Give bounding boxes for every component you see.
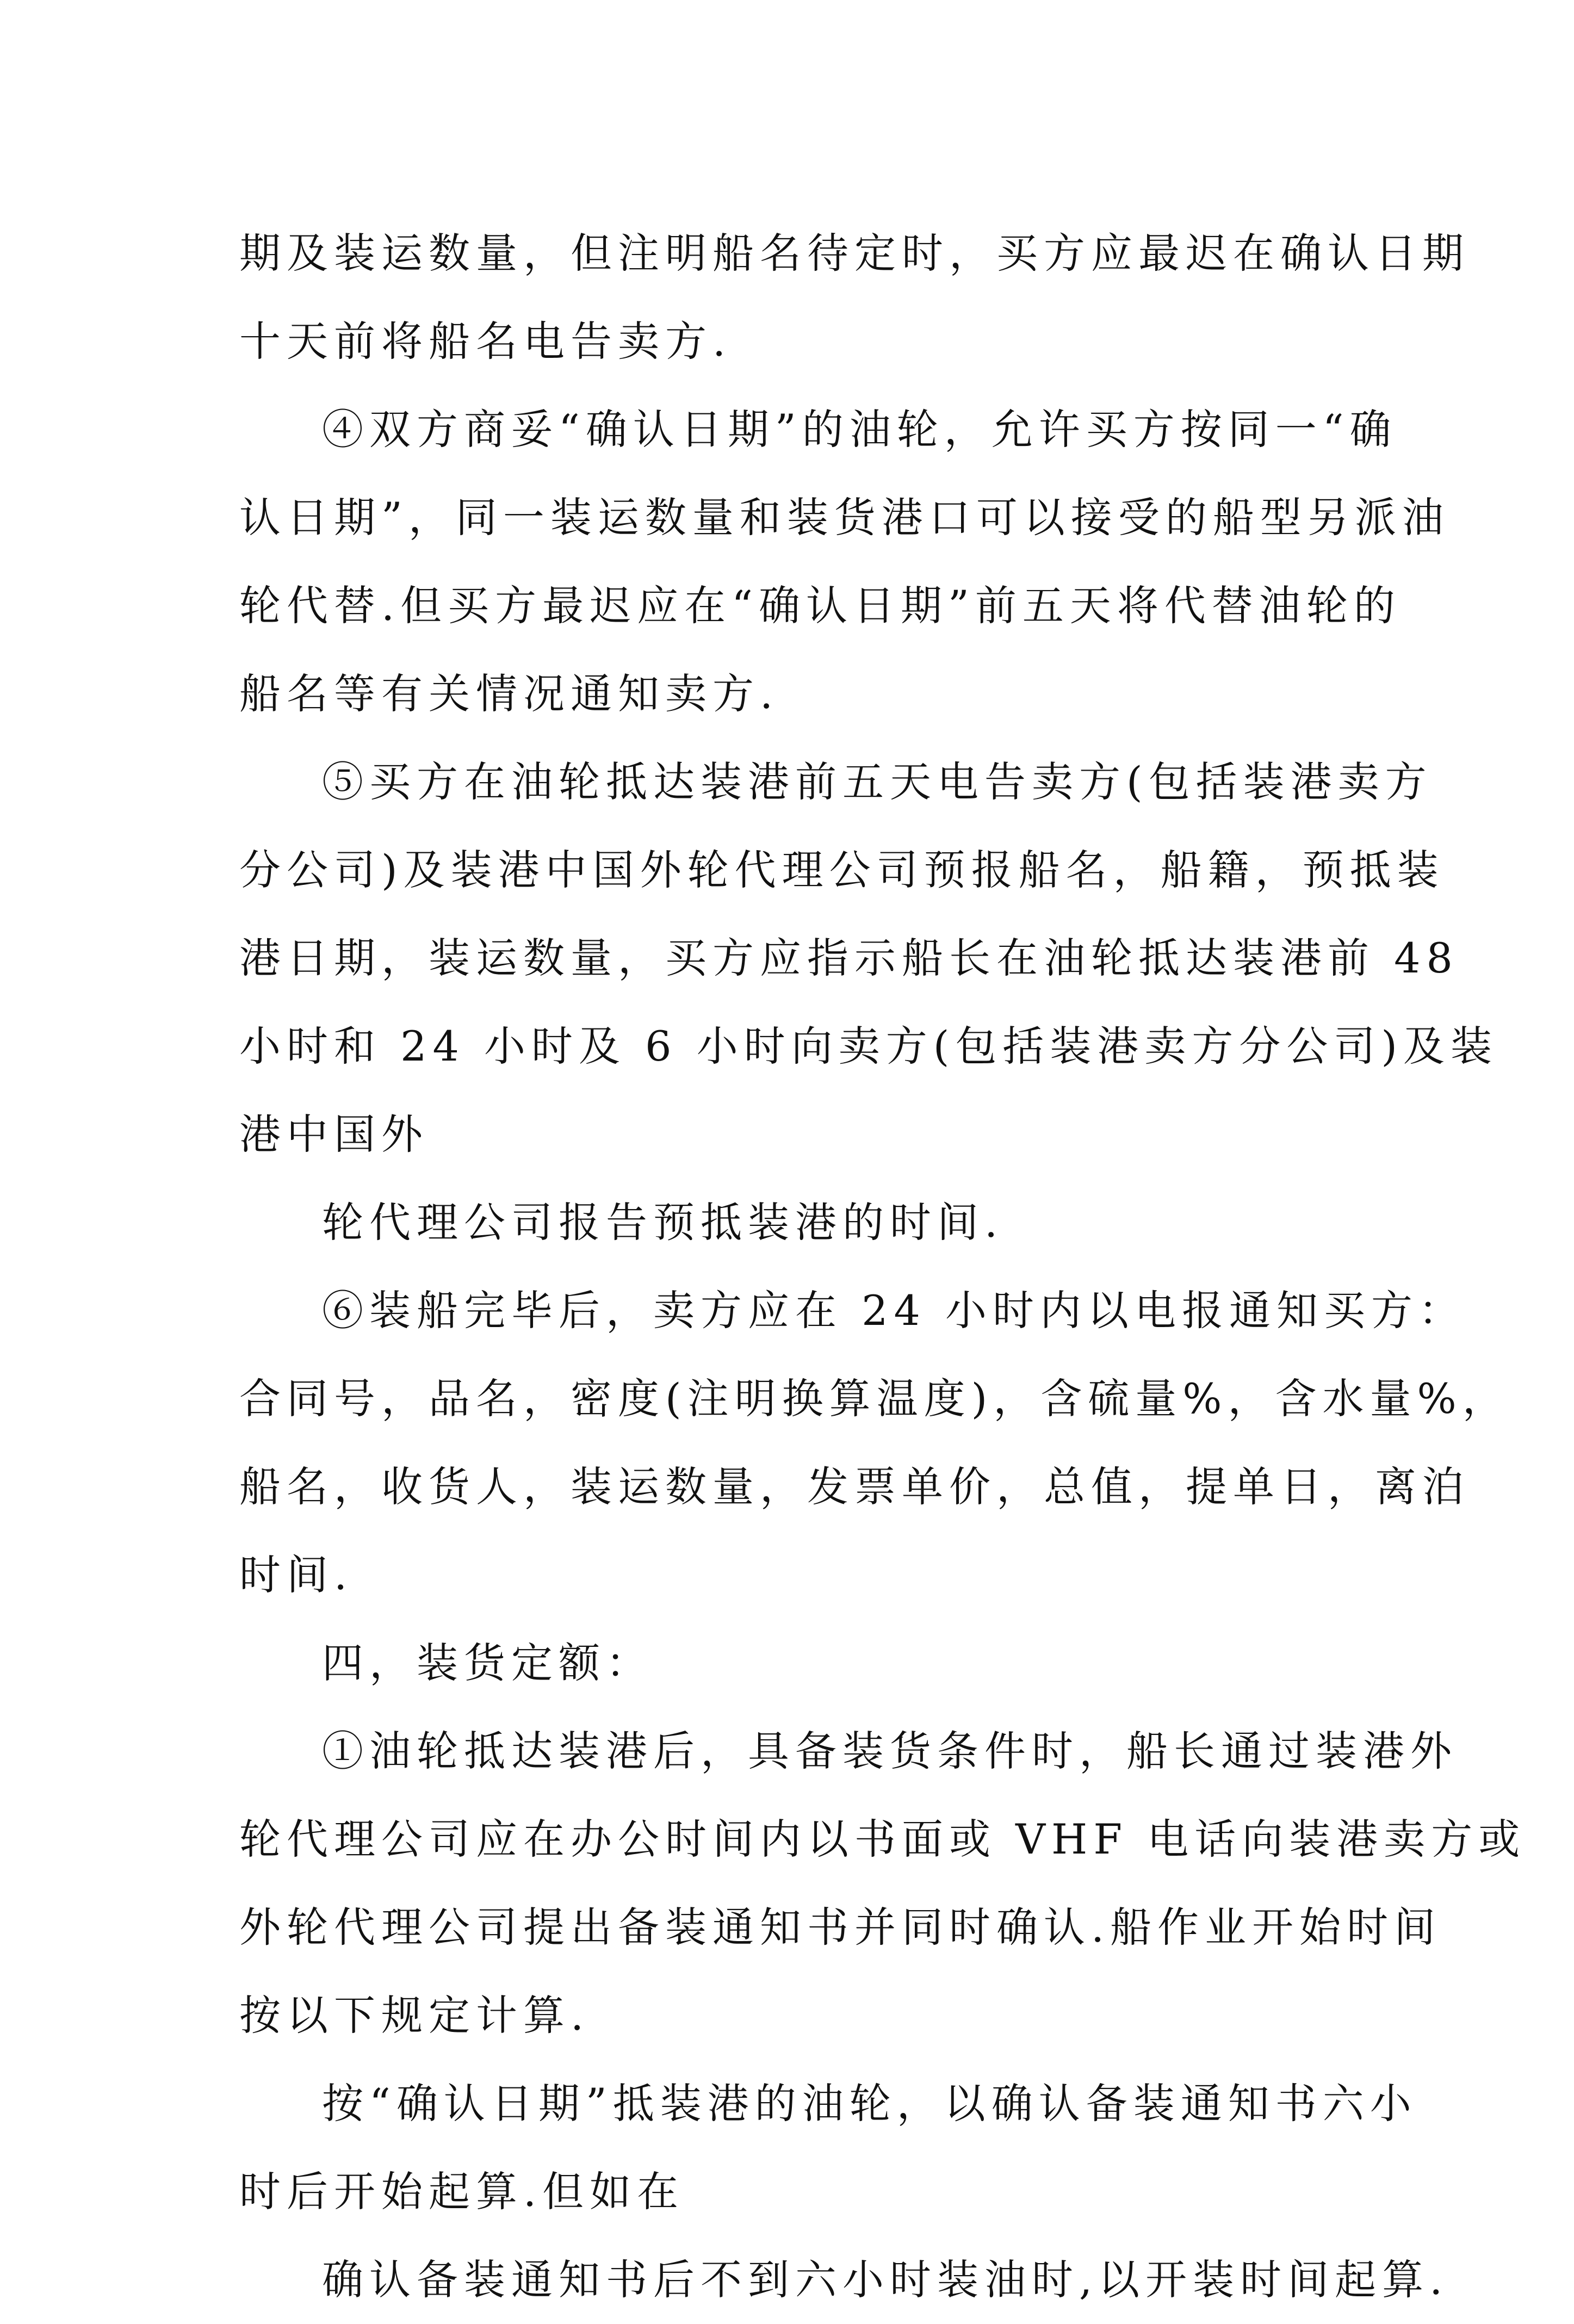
text-line: 确认备装通知书后不到六小时装油时,以开装时间起算. (322, 2255, 1449, 2304)
text-line: 小时和 24 小时及 6 小时向卖方(包括装港卖方分公司)及装 (239, 1022, 1498, 1070)
text-line: 按以下规定计算. (239, 1991, 590, 2040)
text-line: 时间. (239, 1551, 354, 1599)
text-line: 轮代理公司应在办公时间内以书面或 VHF 电话向装港卖方或 (239, 1815, 1526, 1863)
text-line: 轮代理公司报告预抵装港的时间. (322, 1198, 1004, 1247)
text-line: 按“确认日期”抵装港的油轮，以确认备装通知书六小 (322, 2079, 1417, 2128)
text-line: 十天前将船名电告卖方. (239, 317, 732, 365)
document-body (239, 209, 1526, 2324)
text-line: 期及装运数量，但注明船名待定时，买方应最迟在确认日期 (239, 229, 1470, 277)
text-line: 船名等有关情况通知卖方. (239, 670, 779, 718)
text-line: 港日期，装运数量，买方应指示船长在油轮抵达装港前 48 (239, 934, 1459, 982)
text-line: ④双方商妥“确认日期”的油轮，允许买方按同一“确 (322, 405, 1397, 454)
text-line: 轮代替.但买方最迟应在“确认日期”前五天将代替油轮的 (239, 581, 1401, 630)
text-line: ⑤买方在油轮抵达装港前五天电告卖方(包括装港卖方 (322, 758, 1433, 806)
text-line: 认日期”，同一装运数量和装货港口可以接受的船型另派油 (239, 493, 1449, 542)
section-heading: 四，装货定额： (322, 1639, 653, 1687)
text-line: 时后开始起算.但如在 (239, 2167, 685, 2216)
text-line: 分公司)及装港中国外轮代理公司预报船名，船籍，预抵装 (239, 846, 1445, 894)
text-line: 港中国外 (239, 1110, 429, 1158)
text-line: 船名，收货人，装运数量，发票单价，总值，提单日，离泊 (239, 1462, 1470, 1511)
text-line: 合同号，品名，密度(注明换算温度)，含硫量%，含水量%， (239, 1374, 1510, 1423)
text-line: ①油轮抵达装港后，具备装货条件时，船长通过装港外 (322, 1727, 1458, 1775)
text-line: ⑥装船完毕后，卖方应在 24 小时内以电报通知买方： (322, 1286, 1466, 1335)
text-line: 外轮代理公司提出备装通知书并同时确认.船作业开始时间 (239, 1903, 1442, 1951)
